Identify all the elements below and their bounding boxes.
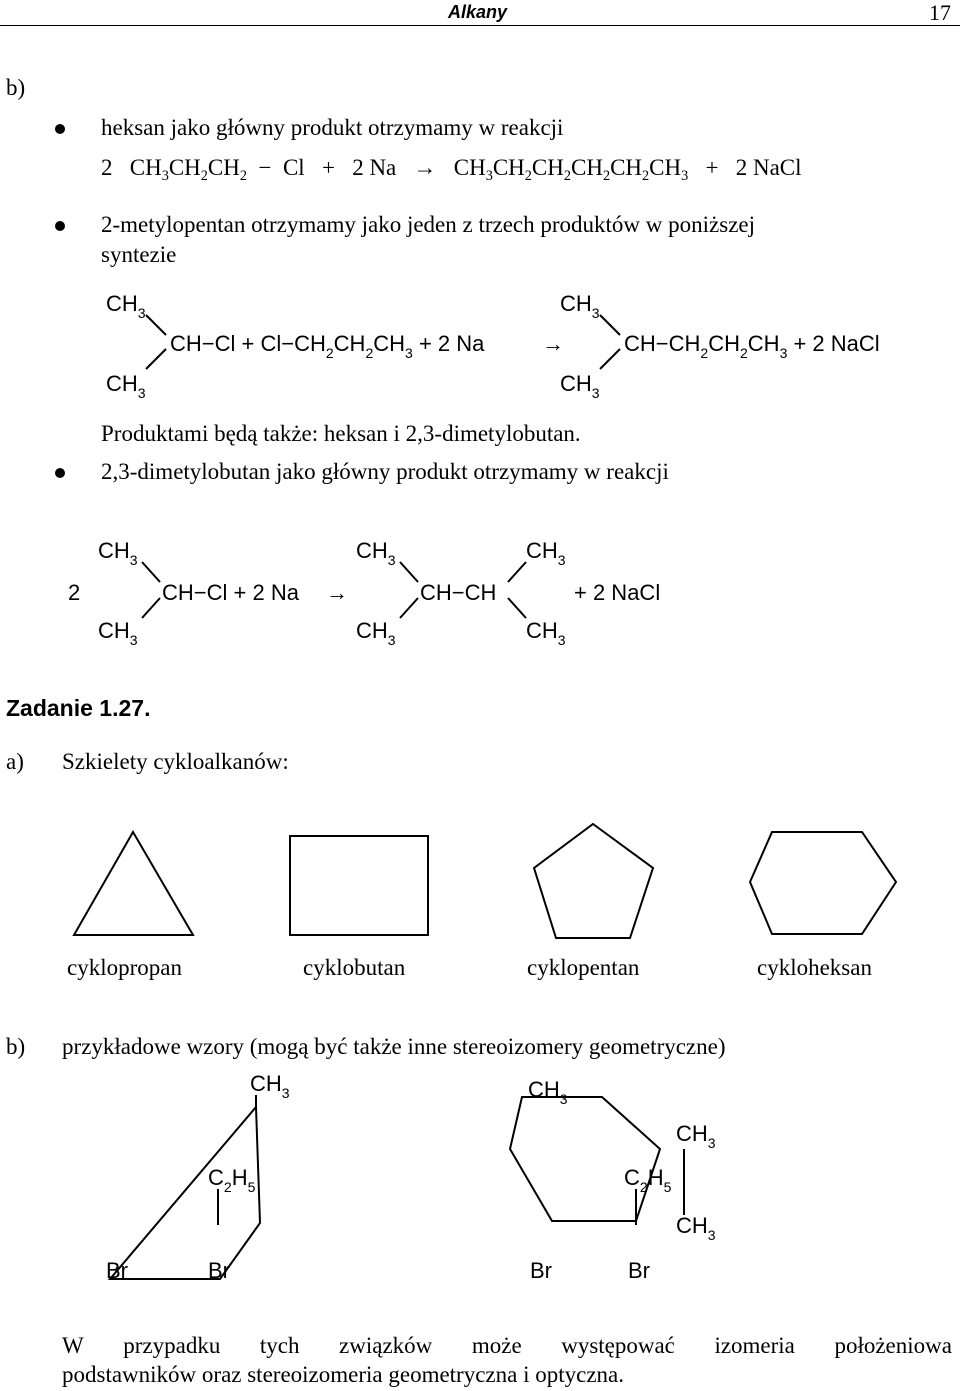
part-a-text: Szkielety cykloalkanów:: [62, 749, 289, 774]
ch3-label: $CH_3$: [676, 1213, 716, 1243]
bullet-1-text: heksan jako główny produkt otrzymamy w reakcji: [101, 115, 564, 140]
page-number: 17: [929, 0, 951, 25]
bullet-2-text-line1: 2-metylopentan otrzymamy jako jeden z trzech produktów w poniższej: [101, 212, 756, 237]
word: izomeria: [714, 1333, 795, 1358]
reaction-3-coef: 2: [68, 580, 81, 605]
word: związków: [339, 1333, 433, 1358]
part-b-text: przykładowe wzory (mogą być także inne stereoizomery geometryczne): [62, 1034, 726, 1059]
ch3-bottom: $CH_3$: [356, 618, 396, 648]
bond-line: [600, 315, 620, 335]
reaction-1-product: $CH_3CH_2CH_2CH_2CH_2CH_3$: [453, 155, 689, 184]
cyclohexane-shape: [750, 832, 896, 934]
ch3-label: $CH_3$: [676, 1121, 716, 1151]
running-header-title: Alkany: [448, 2, 508, 22]
bond-line: [600, 349, 620, 369]
reaction-2-scheme: [100, 285, 930, 400]
bond-line: [400, 598, 418, 618]
word: W: [62, 1333, 84, 1358]
final-paragraph-line1: [62, 1333, 952, 1359]
ch3-bottom-right: $CH_3$: [560, 371, 600, 400]
cyclohexane-ring: [510, 1097, 660, 1221]
br-label: Br: [106, 1258, 128, 1283]
ch3-top: $CH_3$: [98, 538, 138, 568]
word: tych: [259, 1333, 300, 1358]
shape-label-cyklopropan: cyklopropan: [67, 955, 182, 980]
br-label: Br: [208, 1258, 230, 1283]
ch3-bottom: $CH_3$: [98, 618, 138, 648]
shape-label-cyklopentan: cyklopentan: [527, 955, 640, 980]
cyclopentane-shape: [534, 824, 653, 938]
single-bond: −: [252, 155, 278, 180]
reaction-1-plus-2: +: [705, 155, 719, 180]
part-a-label: a): [6, 749, 24, 774]
reaction-1-cl: Cl: [282, 155, 305, 180]
c2h5-label: $C_2H_5$: [208, 1165, 256, 1195]
ch3-top: $CH_3$: [526, 538, 566, 568]
ch3-label: $CH_3$: [528, 1077, 568, 1107]
ch3-bottom: $CH_3$: [526, 618, 566, 648]
shape-label-cykloheksan: cykloheksan: [757, 955, 872, 980]
cycloalkane-skeletons: [60, 820, 910, 945]
ch3-bottom-left: $CH_3$: [106, 371, 146, 400]
bond-line: [142, 562, 160, 582]
reaction-arrow-icon: →: [413, 155, 437, 180]
reaction-3-nacl: + 2 NaCl: [574, 580, 661, 605]
cyclobutane-ring: [110, 1107, 260, 1279]
br-label: Br: [628, 1258, 650, 1283]
reaction-1-equation: [101, 155, 802, 184]
bond-line: [146, 315, 166, 335]
bullet-3: [55, 468, 65, 478]
word: położeniowa: [834, 1333, 952, 1358]
reaction-2-rhs: $CH-CH_2CH_2CH_3 + 2$ NaCl: [624, 331, 880, 361]
cyclobutane-shape: [290, 836, 428, 935]
bond-line: [146, 349, 166, 369]
word: występować: [561, 1333, 675, 1358]
bullet-2-text-line2: syntezie: [101, 242, 177, 267]
bond-line: [508, 598, 526, 618]
reaction-arrow-icon: →: [542, 331, 564, 356]
word: może: [471, 1333, 522, 1358]
cyclopropane-shape: [74, 832, 193, 935]
reaction-3-product-core: CH−CH: [420, 580, 497, 605]
reaction-3-lhs: CH−Cl + 2 Na: [162, 580, 299, 605]
header-rule: [0, 25, 960, 26]
ch3-top-right: $CH_3$: [560, 291, 600, 321]
reaction-arrow-icon: →: [326, 580, 348, 605]
reaction-2-lhs: $CH-Cl + Cl-CH_2CH_2CH_3 + 2$ Na: [170, 331, 485, 361]
reaction-1-nacl: 2 NaCl: [735, 155, 802, 180]
reaction-1-plus: +: [321, 155, 335, 180]
example-structures: [90, 1065, 750, 1290]
ch3-top: $CH_3$: [356, 538, 396, 568]
task-title: Zadanie 1.27.: [6, 695, 151, 721]
word: przypadku: [123, 1333, 221, 1358]
br-label: Br: [530, 1258, 552, 1283]
bullet-1: [55, 124, 65, 134]
reaction-1-coef: 2: [101, 155, 113, 180]
bond-line: [142, 598, 160, 618]
bullet-3-text: 2,3-dimetylobutan jako główny produkt otrzymamy w reakcji: [101, 459, 669, 484]
reaction-1-na: 2 Na: [352, 155, 397, 180]
section-label-b: b): [6, 75, 26, 100]
reaction-3-scheme: [60, 530, 700, 650]
part-b-label: b): [6, 1034, 26, 1059]
products-note: Produktami będą także: heksan i 2,3-dimetylobutan.: [101, 421, 581, 446]
ch3-top-left: $CH_3$: [106, 291, 146, 321]
shape-label-cyklobutan: cyklobutan: [303, 955, 406, 980]
ch3-label: $CH_3$: [250, 1071, 290, 1101]
bullet-2: [55, 221, 65, 231]
c2h5-label: $C_2H_5$: [624, 1165, 672, 1195]
reaction-1-reactant: $CH_3CH_2CH_2$: [129, 155, 247, 184]
bond-line: [400, 562, 418, 582]
bond-line: [508, 562, 526, 582]
final-paragraph-line2: podstawników oraz stereoizomeria geometryczna i optyczna.: [62, 1362, 624, 1387]
